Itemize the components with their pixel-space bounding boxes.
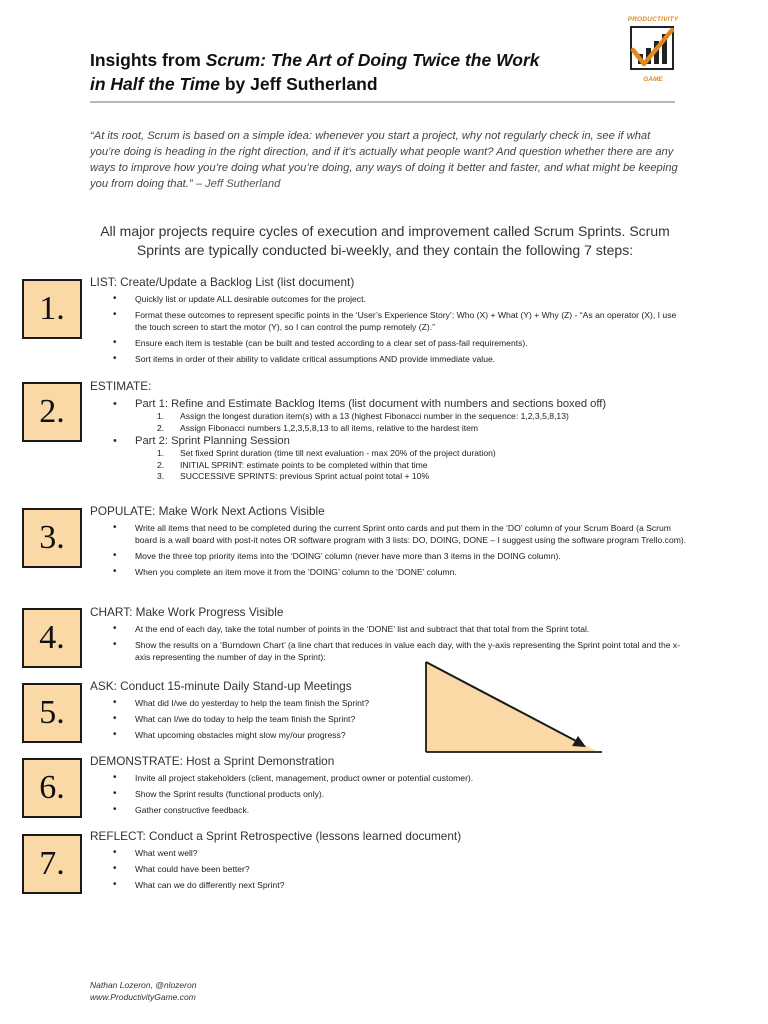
list-item: • What can I/we do today to help the team finish the Sprint?	[90, 713, 690, 725]
website-link[interactable]: www.ProductivityGame.com	[90, 992, 196, 1002]
list-item: 2. INITIAL SPRINT: estimate points to be completed within that time	[157, 459, 428, 470]
step-number-box-7: 7.	[22, 834, 82, 894]
list-item: • What can we do differently next Sprint?	[90, 879, 690, 891]
list-item: • Move the three top priority items into the ‘DOING’ column (never have more than 3 items in the DOING column).	[90, 550, 690, 562]
list-item: 2. Assign Fibonacci numbers 1,2,3,5,8,13 to all items, relative to the hardest item	[157, 422, 479, 433]
step-number-box-4: 4.	[22, 608, 82, 668]
bullet-list	[90, 293, 690, 365]
bullet-list	[90, 522, 690, 578]
logo-bottom-text: GAME	[643, 76, 663, 83]
step-heading: LIST: Create/Update a Backlog List (list document)	[90, 275, 355, 289]
step-demonstrate	[90, 754, 690, 820]
intro-text: All major projects require cycles of execution and improvement called Scrum Sprints. Scrum Sprints are typically conducted bi-weekly, and they contain the following 7 steps:	[100, 223, 670, 258]
step-chart	[90, 605, 690, 667]
bullet-list	[90, 772, 690, 816]
step-heading: ESTIMATE:	[90, 379, 152, 393]
title-divider	[90, 101, 675, 103]
step-number-box-1: 1.	[22, 279, 82, 339]
list-item: 3. SUCCESSIVE SPRINTS: previous Sprint actual point total + 10%	[157, 471, 430, 481]
bullet-list	[90, 697, 690, 741]
step-number-box-6: 6.	[22, 758, 82, 818]
title-line-2: in Half the Time by Jeff Sutherland	[90, 74, 378, 94]
list-item: 1. Assign the longest duration item(s) with a 13 (highest Fibonacci number in the sequence: 1,2,3,5,8,13)	[157, 411, 569, 421]
step-heading: REFLECT: Conduct a Sprint Retrospective (lessons learned document)	[90, 829, 462, 843]
step-reflect	[90, 829, 690, 895]
list-item: • At the end of each day, take the total number of points in the ‘DONE’ list and subtract that that total from the Sprint total.	[90, 623, 690, 635]
bar-chart-check-icon	[630, 26, 674, 70]
list-item: • Write all items that need to be completed during the current Sprint onto cards and put them in the ‘DO’ column of your Scrum Board (a Scrum board is a wall board with post-it notes OR software program with 3 lists: DO, DOING, DONE – I suggest using the software program Trello.com).	[90, 522, 690, 546]
step-heading: DEMONSTRATE: Host a Sprint Demonstration	[90, 754, 335, 768]
logo-top-text: PRODUCTIVITY	[627, 16, 679, 23]
numbered-list	[90, 448, 690, 483]
step-number-box-5: 5.	[22, 683, 82, 743]
list-item: • Invite all project stakeholders (client, management, product owner or potential customer).	[90, 772, 690, 784]
list-item: 1. Set fixed Sprint duration (time till next evaluation - max 20% of the project duration)	[157, 448, 496, 458]
list-item: • Show the results on a ‘Burndown Chart’ (a line chart that reduces in value each day, with the y-axis representing the Sprint point total and the x-axis representing the number of day in the Sprint):	[90, 639, 690, 663]
sub-heading: • Part 1: Refine and Estimate Backlog Items (list document with numbers and sections boxed off)	[90, 397, 690, 411]
quote-author: – Jeff Sutherland	[192, 178, 281, 190]
author-credit: Nathan Lozeron, @nlozeron	[90, 980, 197, 990]
list-item: • What upcoming obstacles might slow my/our progress?	[90, 729, 690, 741]
step-heading: POPULATE: Make Work Next Actions Visible	[90, 504, 325, 518]
step-estimate	[90, 379, 690, 483]
numbered-list	[90, 411, 690, 434]
step-heading: ASK: Conduct 15-minute Daily Stand-up Meetings	[90, 679, 352, 693]
step-number-box-3: 3.	[22, 508, 82, 568]
list-item: • Sort items in order of their ability to validate critical assumptions AND provide immediate value.	[90, 353, 690, 365]
quote-block	[90, 128, 680, 192]
list-item: • What went well?	[90, 847, 690, 859]
step-heading: CHART: Make Work Progress Visible	[90, 605, 284, 619]
list-item: • Ensure each item is testable (can be built and tested according to a clear set of pass-fail requirements).	[90, 337, 690, 349]
step-ask	[90, 679, 690, 745]
step-populate	[90, 504, 690, 582]
step-number-box-2: 2.	[22, 382, 82, 442]
list-item: • Quickly list or update ALL desirable outcomes for the project.	[90, 293, 690, 305]
bullet-list	[90, 623, 690, 663]
list-item: • What could have been better?	[90, 863, 690, 875]
bullet-list	[90, 847, 690, 891]
sub-heading: • Part 2: Sprint Planning Session	[90, 434, 690, 448]
productivity-game-logo	[618, 14, 688, 94]
list-item: • Gather constructive feedback.	[90, 804, 690, 816]
list-item: • When you complete an item move it from the ‘DOING’ column to the ‘DONE’ column.	[90, 566, 690, 578]
list-item: • Show the Sprint results (functional products only).	[90, 788, 690, 800]
quote-text: “At its root, Scrum is based on a simple idea: whenever you start a project, why not regularly check in, see if what you’re doing is heading in the right direction, and if it’s actually what people want? And question whether there are any ways to improve how you’re doing what you’re doing, any ways of doing it better and faster, and what might be keeping you from doing that.”	[90, 130, 678, 190]
footer	[90, 979, 196, 1003]
step-list	[90, 275, 690, 369]
list-item: • Format these outcomes to represent specific points in the ‘User’s Experience Story’: Who (X) + What (Y) + Why (Z) - “As an operator (X), I use the touch screen to start the motor (Y), so I can control the pump remotely (Z).”	[90, 309, 690, 333]
list-item: • What did I/we do yesterday to help the team finish the Sprint?	[90, 697, 690, 709]
page-title	[90, 48, 590, 96]
title-line-1: Insights from Scrum: The Art of Doing Twice the Work	[90, 50, 540, 70]
